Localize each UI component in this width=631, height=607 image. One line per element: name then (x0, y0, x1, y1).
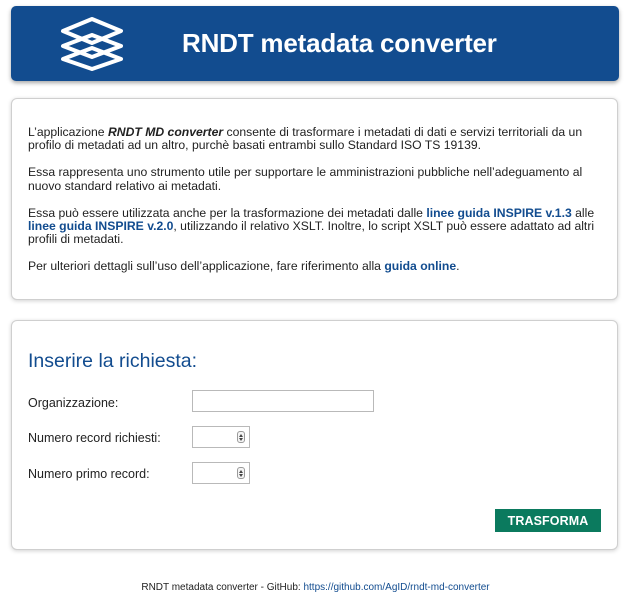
stepper-down-icon[interactable] (239, 438, 243, 441)
footer-text: RNDT metadata converter - GitHub: (141, 582, 304, 593)
github-link[interactable]: https://github.com/AgID/rndt-md-converter (303, 582, 490, 593)
intro-paragraph-2: Essa rappresenta uno strumento utile per supportare le amministrazioni pubbliche nell’adeguamento al nuovo standard relativo ai metadati. (28, 165, 583, 193)
intro-panel (11, 98, 618, 300)
inspire-v13-link[interactable]: linee guida INSPIRE v.1.3 (426, 205, 572, 220)
stepper-up-icon[interactable] (239, 434, 243, 437)
first-record-input[interactable] (192, 462, 250, 484)
records-requested-label: Numero record richiesti: (28, 431, 161, 445)
app-title: RNDT metadata converter (182, 28, 497, 58)
first-record-label: Numero primo record: (28, 467, 150, 481)
inspire-v20-link[interactable]: linee guida INSPIRE v.2.0 (28, 219, 174, 234)
layers-stack-icon (57, 15, 127, 71)
organization-label: Organizzazione: (28, 396, 119, 410)
stepper-up-icon[interactable] (239, 470, 243, 473)
first-record-stepper[interactable] (237, 467, 245, 479)
transform-button[interactable]: TRASFORMA (495, 509, 601, 532)
request-form-panel (11, 320, 618, 550)
stepper-down-icon[interactable] (239, 474, 243, 477)
page-footer (0, 582, 631, 593)
records-requested-stepper[interactable] (237, 431, 245, 443)
intro-paragraph-4: Per ulteriori dettagli sull’uso dell’applicazione, fare riferimento alla guida online. (28, 259, 460, 274)
intro-paragraph-1: L’applicazione RNDT MD converter consente di trasformare i metadati di dati e servizi territoriali da un profilo di metadati ad un altro, purchè basati entrambi sullo Standard ISO TS 19139. (28, 125, 583, 153)
records-requested-input[interactable] (192, 426, 250, 448)
organization-input[interactable] (192, 390, 374, 412)
form-title: Inserire la richiesta: (28, 350, 198, 372)
intro-paragraph-3: Essa può essere utilizzata anche per la trasformazione dei metadati dalle linee guida INSPIRE v.1.3 alle linee guida INSPIRE v.2.0, utilizzando il relativo XSLT. Inoltre, lo script XSLT può essere adattato ad altri profili di metadati. (28, 205, 595, 247)
online-guide-link[interactable]: guida online (384, 259, 457, 274)
app-header (11, 6, 619, 81)
